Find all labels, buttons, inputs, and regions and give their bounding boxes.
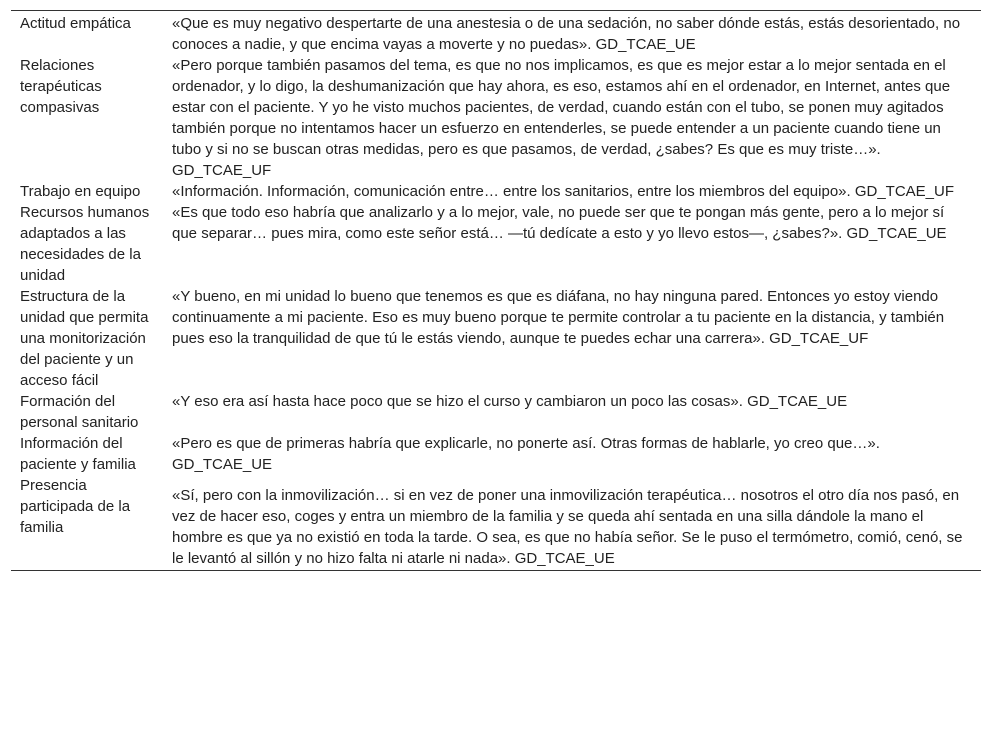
category-cell: Actitud empática bbox=[20, 15, 131, 32]
quote-cell: «Y eso era así hasta hace poco que se hizo el curso y cambiaron un poco las cosas». GD_TCAE_UE bbox=[172, 393, 848, 410]
category-cell: Trabajo en equipo bbox=[20, 183, 141, 200]
table-row bbox=[11, 286, 981, 391]
category-cell: Presencia participada de la familia bbox=[20, 477, 131, 536]
quote-cell: «Y bueno, en mi unidad lo bueno que tenemos es que es diáfana, no hay ninguna pared. Entonces yo estoy viendo continuamente a mi paciente. Eso es muy bueno porque te permite controlar a tu paciente en la distancia, y también pues eso la tranquilidad de que tú le estás viendo, aunque te puedes echar una carrera». GD_TCAE_UF bbox=[172, 288, 945, 347]
table-row bbox=[11, 55, 981, 181]
category-cell: Información del paciente y familia bbox=[20, 435, 136, 473]
table-row bbox=[11, 11, 981, 56]
table-row bbox=[11, 202, 981, 286]
quote-cell: «Pero porque también pasamos del tema, es que no nos implicamos, es que es mejor estar a lo mejor sentada en el ordenador, y lo digo, la deshumanización que hay ahora, es eso, estamos ahí en el ordenador, en Internet, antes que estar con el paciente. Y yo he visto muchos pacientes, de verdad, cuando están con el tubo, se ponen muy agitados también porque no intentamos hacer un esfuerzo en entenderles, se puede entender a un paciente cuando tiene un tubo y si no se buscan otras medidas, pero es que pasamos, de verdad, ¿sabes? Es que es muy triste…». GD_TCAE_UF bbox=[172, 57, 951, 179]
table-row bbox=[11, 475, 981, 571]
quotes-table bbox=[11, 10, 981, 571]
category-cell: Recursos humanos adaptados a las necesidades de la unidad bbox=[20, 204, 150, 284]
table-row bbox=[11, 181, 981, 202]
quote-cell: «Que es muy negativo despertarte de una anestesia o de una sedación, no saber dónde estás, estás desorientado, no conoces a nadie, y que encima vayas a moverte y no puedas». GD_TCAE_UE bbox=[172, 15, 961, 53]
quote-cell: «Sí, pero con la inmovilización… si en vez de poner una inmovilización terapéutica… nosotros el otro día nos pasó, en vez de hacer eso, coges y entra un miembro de la familia y se queda ahí sentada en una silla dándole la mano el hombre es que ya no existió en toda la tarde. O sea, es que no había señor. Se le puso el termómetro, comió, cenó, se le levantó al sillón y no hizo falta ni atarle ni nada». GD_TCAE_UE bbox=[172, 487, 963, 567]
category-cell: Relaciones terapéuticas compasivas bbox=[20, 57, 102, 116]
table-row bbox=[11, 433, 981, 475]
quote-cell: «Información. Información, comunicación entre… entre los sanitarios, entre los miembros del equipo». GD_TCAE_UF bbox=[172, 183, 955, 200]
quote-cell: «Pero es que de primeras habría que explicarle, no ponerte así. Otras formas de hablarle, yo creo que…». GD_TCAE_UE bbox=[172, 435, 880, 473]
quotes-table-container bbox=[11, 10, 981, 571]
table-row bbox=[11, 391, 981, 433]
quote-cell: «Es que todo eso habría que analizarlo y a lo mejor, vale, no puede ser que te pongan más gente, pero a lo mejor sí que separar… pues mira, como este señor está… —tú dedícate a esto y yo llevo estos—, ¿sabes?». GD_TCAE_UE bbox=[172, 204, 947, 242]
category-cell: Estructura de la unidad que permita una monitorización del paciente y un acceso fácil bbox=[20, 288, 149, 389]
category-cell: Formación del personal sanitario bbox=[20, 393, 139, 431]
